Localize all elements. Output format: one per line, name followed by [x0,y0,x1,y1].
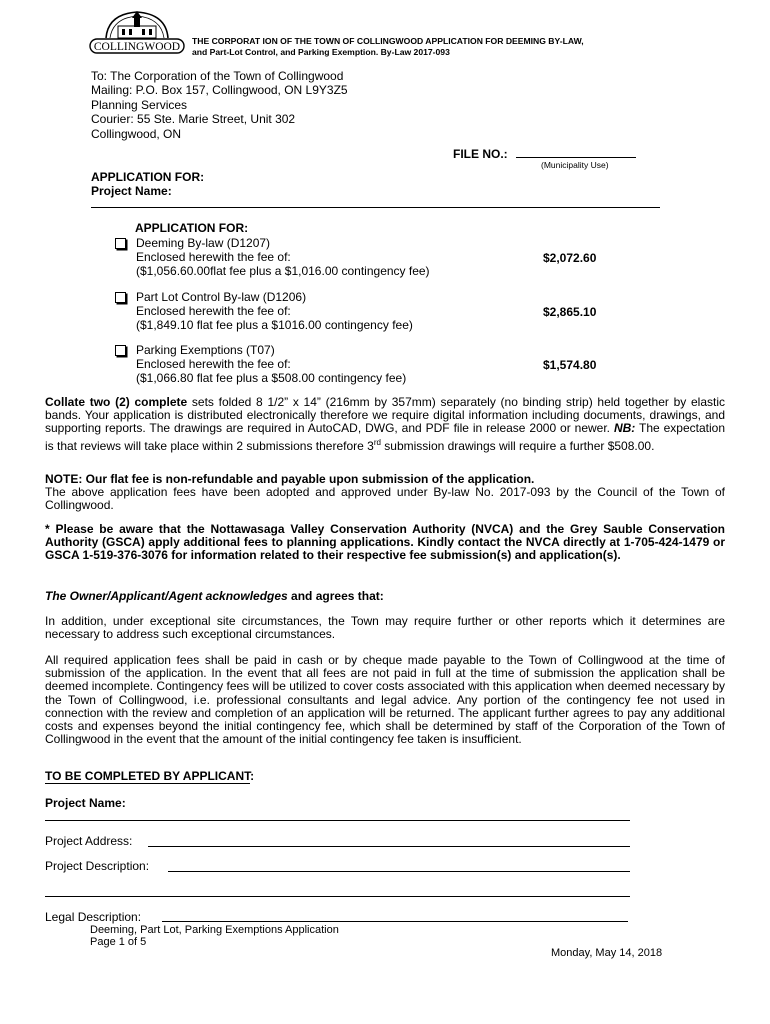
note-bold: NOTE: Our flat fee is non-refundable and payable upon submission of the application. [45,472,535,486]
project-address-label: Project Address: [45,834,133,848]
applicant-heading-text: TO BE COMPLETED BY APPLICANT [45,769,251,783]
acknowledge-heading [45,590,725,603]
project-description-input-line-2[interactable] [45,896,630,897]
municipality-use-note: (Municipality Use) [541,160,609,170]
option-fee-breakdown: ($1,056.60.00flat fee plus a $1,016.00 contingency fee) [136,263,430,278]
footer-date: Monday, May 14, 2018 [551,947,663,959]
mailing-address [91,69,348,141]
town-logo-icon [88,8,186,56]
option-fee-breakdown: ($1,066.80 flat fee plus a $508.00 contingency fee) [136,370,407,385]
parking-exemptions-checkbox[interactable] [115,345,126,356]
deeming-bylaw-fee: $2,072.60 [543,251,597,265]
option-title: Part Lot Control By-law (D1206) [136,290,307,304]
address-line: Collingwood, ON [91,126,182,141]
collate-paragraph [45,396,725,453]
fees-paragraph: All required application fees shall be paid in cash or by cheque made payable to the Town of Collingwood at the time of submission of the application. In the event that all fees are not paid in full at the time of submission the application shall be deemed incomplete. Contingency fees will be utilized to cover costs associated with this application when deemed necessary by the Town of Collingwood, i.e. professional consultants and legal advice. Any portion of the contingency fee not used in connection with the review and completion of an application will be returned. The applicant further agrees to pay any additional costs and expenses beyond the initial contingency fee, which shall be determined by staff of the Corporation of the Town of Collingwood in the event that the amount of the initial contingency fee taken is insufficient. [45,653,725,747]
collate-text-3: submission drawings will require a further $508.00. [380,438,655,453]
option-fee-text: Enclosed herewith the fee of: [136,356,291,371]
project-description-label: Project Description: [45,859,150,873]
header-line-1: THE CORPORAT ION OF THE TOWN OF COLLINGWOOD APPLICATION FOR DEEMING BY-LAW, [192,36,584,46]
option-fee-text: Enclosed herewith the fee of: [136,249,291,264]
file-number-field[interactable] [516,146,636,158]
project-address-input-line[interactable] [148,846,630,847]
file-number-label: FILE NO.: [453,147,508,161]
file-number [453,146,636,161]
applicant-project-name-label: Project Name: [45,796,126,810]
note-text: The above application fees have been adopted and approved under By-law No. 2017-093 by the Council of the Town of Collingwood. [45,485,725,513]
part-lot-control-checkbox[interactable] [115,292,126,303]
note-paragraph [45,473,725,513]
nb-label: NB: [613,421,636,436]
header-line-2: and Part-Lot Control, and Parking Exemption. By-Law 2017-093 [192,47,450,57]
svg-text:COLLINGWOOD: COLLINGWOOD [93,41,181,53]
parking-exemptions-fee: $1,574.80 [543,358,597,372]
option-fee-breakdown: ($1,849.10 flat fee plus a $1016.00 contingency fee) [136,317,413,332]
document-header [192,36,712,58]
project-name-input-line[interactable] [45,820,630,821]
address-line: Mailing: P.O. Box 157, Collingwood, ON L9Y3Z5 [91,83,348,98]
conservation-authority-notice: * Please be aware that the Nottawasaga Valley Conservation Authority (NVCA) and the Grey Sauble Conservation Authority (GSCA) apply additional fees to planning applications. Kindly contact the NVCA directly at 1-705-424-1479 or GSCA 1-519-376-3076 for information related to their respective fee submission(s) and application(s). [45,522,725,563]
address-line: Planning Services [91,97,188,112]
page-number: Page 1 of 5 [90,936,147,948]
option-title: Deeming By-law (D1207) [136,236,271,250]
project-name-label: Project Name: [91,184,172,198]
collate-text-2: The expectation is that reviews will take place within 2 submissions therefore 3 [45,421,725,453]
legal-description-input-line[interactable] [162,921,628,922]
address-line: To: The Corporation of the Town of Collingwood [91,69,344,83]
applicant-heading-colon: : [250,769,255,783]
ordinal-suffix: rd [373,437,381,447]
option-fee-text: Enclosed herewith the fee of: [136,303,291,318]
application-for-heading-2: APPLICATION FOR: [135,221,249,235]
footer-title: Deeming, Part Lot, Parking Exemptions Application [90,924,339,936]
project-description-input-line[interactable] [168,871,630,872]
page-footer [90,924,339,948]
address-line: Courier: 55 Ste. Marie Street, Unit 302 [91,112,296,127]
project-name-line[interactable] [91,207,660,208]
acknowledge-italic: The Owner/Applicant/Agent acknowledges [45,589,288,603]
collate-text: sets folded 8 1/2” x 14” (216mm by 357mm) separately (no binding strip) held together by elastic bands. Your application is distributed electronically therefore we require digital information including documents, drawings, and supporting reports. The drawings are required in AutoCAD, DWG, and PDF file in release 2000 or newer. [45,395,725,436]
application-heading-block [91,170,204,198]
part-lot-control-fee: $2,865.10 [543,305,597,319]
collate-bold: Collate two (2) complete [45,395,188,409]
town-logo [88,8,186,56]
exceptional-circumstances-paragraph: In addition, under exceptional site circumstances, the Town may require further or other reports which it determines are necessary to address such exceptional circumstances. [45,614,725,642]
option-title: Parking Exemptions (T07) [136,343,275,357]
applicant-section-heading [45,769,254,783]
acknowledge-rest: and agrees that: [287,589,384,603]
legal-description-label: Legal Description: [45,910,142,924]
deeming-bylaw-checkbox[interactable] [115,238,126,249]
application-for-heading: APPLICATION FOR: [91,170,205,184]
